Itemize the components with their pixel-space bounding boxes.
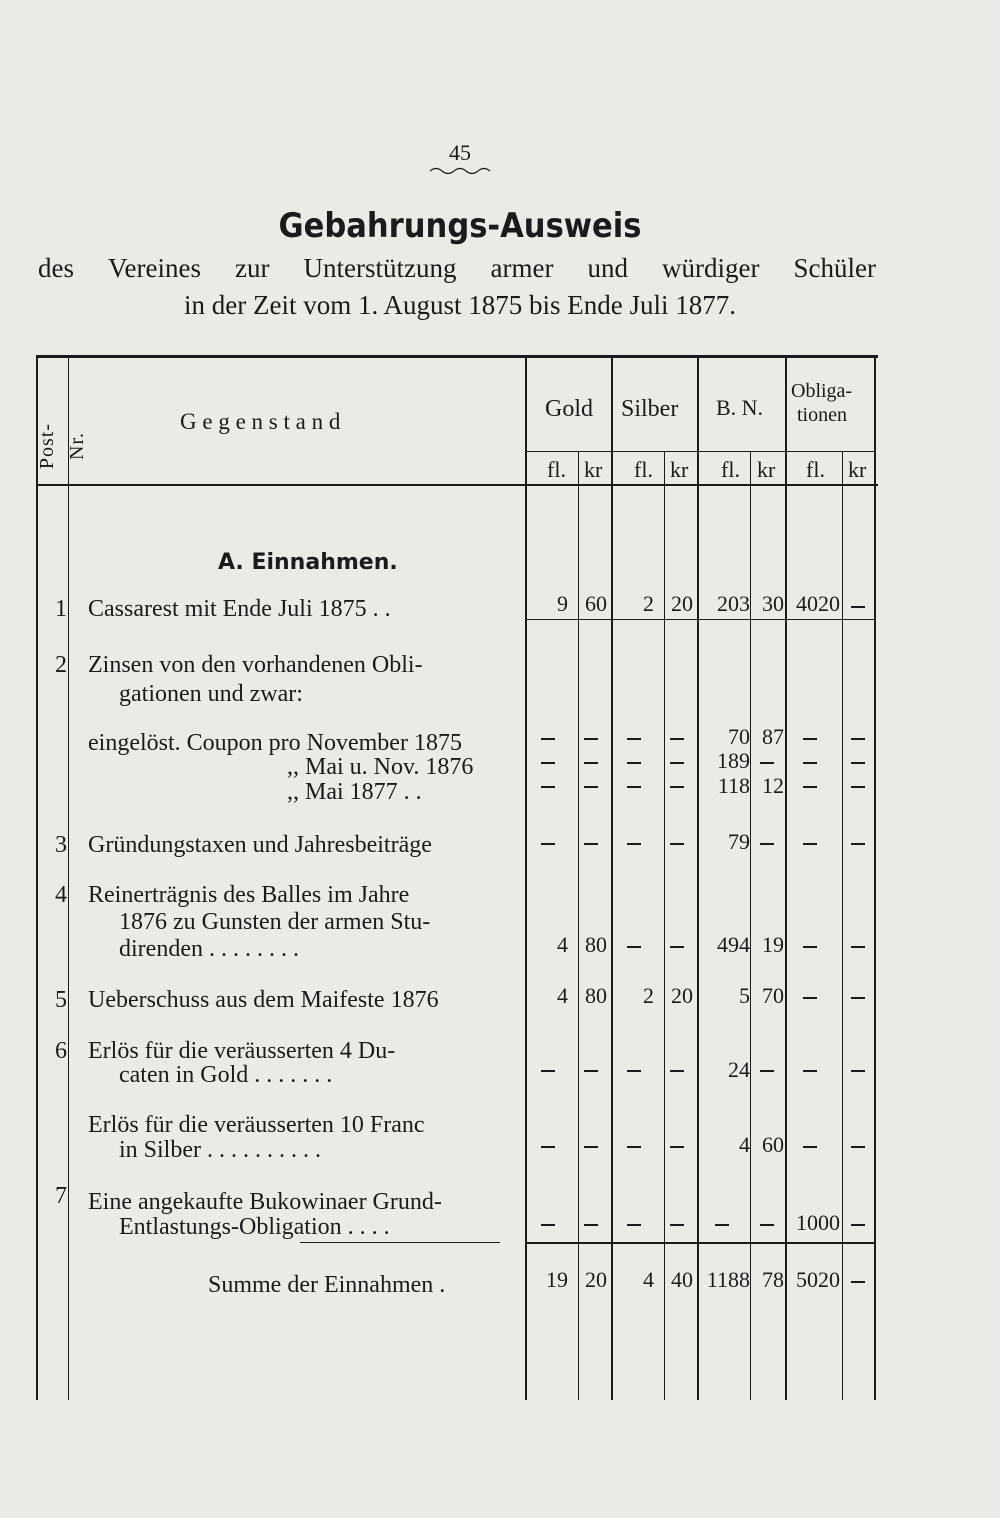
silber-rule [697,355,699,1400]
dash-mark [760,1224,774,1226]
row-text-line1: Erlös für die veräusserten 10 Franc [88,1112,425,1138]
header-bn-kr: kr [757,457,776,482]
subtitle-line-2: in der Zeit vom 1. August 1875 bis Ende Juli 1877. [184,290,736,320]
dash-mark [851,946,865,948]
obl-kr-rule [842,452,843,1400]
dash-mark [627,1070,641,1072]
header-gold: Gold [545,396,593,422]
row-text-line1: Zinsen von den vorhandenen Obli- [88,652,423,678]
gold-kr-rule [578,452,579,1400]
gold-fl-value: 4 [557,932,568,957]
bn-rule [785,355,787,1400]
dash-mark [803,997,817,999]
dash-mark [851,762,865,764]
gold-fl-value: 9 [557,591,568,616]
subtitle-word: und [587,253,628,283]
dash-mark [670,946,684,948]
row-number: 3 [55,832,67,858]
row-text-line2: in Silber . . . . . . . . . . [119,1137,321,1163]
row-text-line2: caten in Gold . . . . . . . [119,1062,333,1088]
gold-kr-value: 60 [585,591,607,616]
row-text-line2: 1876 zu Gunsten der armen Stu- [119,909,431,935]
dash-mark [627,762,641,764]
dash-mark [541,786,555,788]
dash-mark [803,1146,817,1148]
table-right-rule [874,355,876,1400]
dash-mark [627,1146,641,1148]
header-gegenstand: G e g e n s t a n d [180,409,341,434]
dash-mark [670,1224,684,1226]
dash-mark [803,738,817,740]
dash-mark [803,843,817,845]
subtitle-word: armer [490,253,554,283]
dash-mark [541,738,555,740]
bn-fl-value: 5 [739,983,750,1008]
bn-fl-value: 118 [717,773,750,798]
dash-mark [670,1070,684,1072]
bn-fl-value: 494 [717,932,750,957]
row-text-line1: Erlös für die veräusserten 4 Du- [88,1038,396,1064]
page-number: 45 [449,140,471,165]
row-number: 7 [55,1183,67,1209]
dash-mark [584,786,598,788]
dash-mark [851,786,865,788]
postnr-rule [68,355,69,1400]
gold-fl-total: 19 [546,1267,568,1292]
subtitle-word: zur [235,253,270,283]
dash-mark [760,762,774,764]
bn-kr-value: 87 [762,724,784,749]
dash-mark [627,946,641,948]
row-number: 1 [55,596,67,622]
silber-fl-value: 2 [643,591,654,616]
header-gold-fl: fl. [547,457,566,482]
dash-mark [627,1224,641,1226]
dash-mark [851,843,865,845]
bn-fl-value: 79 [728,829,750,854]
dash-mark [627,843,641,845]
dash-mark [584,762,598,764]
bn-kr-value: 12 [762,773,784,798]
row-text-line2: Entlastungs-Obligation . . . . [119,1214,390,1240]
dash-mark [584,1070,598,1072]
dash-mark [541,762,555,764]
dash-mark [851,738,865,740]
header-bn-fl: fl. [721,457,740,482]
gold-fl-value: 4 [557,983,568,1008]
bn-fl-total: 1188 [706,1267,750,1292]
row-text-line1: Reinerträgnis des Balles im Jahre [88,882,410,908]
dash-mark [760,843,774,845]
bn-kr-total: 78 [762,1267,784,1292]
row-number: 5 [55,987,67,1013]
header-obl-kr: kr [848,457,867,482]
obl-fl-total: 5020 [796,1267,840,1292]
dash-mark [584,1224,598,1226]
dash-mark [803,786,817,788]
header-bn: B. N. [716,395,764,420]
row-text-line3: direnden . . . . . . . . [119,936,299,962]
row-text: Ueberschuss aus dem Maifeste 1876 [88,987,439,1013]
dash-mark [803,1070,817,1072]
dash-mark [584,843,598,845]
row-text: ,, Mai 1877 . . [287,779,422,805]
dash-mark [670,762,684,764]
dash-mark [541,1224,555,1226]
gold-kr-total: 20 [585,1267,607,1292]
row-number: 4 [55,882,67,908]
dash-mark [803,762,817,764]
bn-fl-value: 189 [717,748,750,773]
table-top-rule [36,355,878,358]
dash-mark [670,786,684,788]
silber-kr-value: 20 [671,983,693,1008]
row-text: eingelöst. Coupon pro November 1875 [88,730,462,756]
silber-fl-value: 2 [643,983,654,1008]
dash-mark [851,606,865,608]
dash-mark [541,1070,555,1072]
row-text-line2: gationen und zwar: [119,681,303,707]
dash-mark [715,1224,729,1226]
header-bottom-rule [36,484,878,486]
obl-fl-value: 4020 [796,591,840,616]
silber-kr-total: 40 [671,1267,693,1292]
header-silber: Silber [621,396,679,422]
silber-kr-value: 20 [671,591,693,616]
silber-kr-rule [664,452,665,1400]
row-text-line1: Eine angekaufte Bukowinaer Grund- [88,1189,442,1215]
ornament-squiggle [428,166,492,176]
bn-kr-rule [750,452,751,1400]
subtitle-word: würdiger [661,253,760,283]
dash-mark [584,1146,598,1148]
silber-fl-total: 4 [643,1267,654,1292]
dash-mark [541,843,555,845]
table-left-rule [36,355,38,1400]
row-number: 2 [55,652,67,678]
dash-mark [760,1070,774,1072]
header-silber-kr: kr [670,457,689,482]
gold-kr-value: 80 [585,932,607,957]
dash-mark [670,1146,684,1148]
subtitle-line-1 [38,253,876,284]
header-obl-fl: fl. [806,457,825,482]
dash-mark [670,843,684,845]
sum-label: Summe der Einnahmen . [208,1272,446,1298]
bn-kr-value: 19 [762,932,784,957]
bn-fl-value: 203 [717,591,750,616]
dash-mark [851,1070,865,1072]
gold-rule [611,355,613,1400]
document-title: Gebahrungs-Ausweis [278,206,642,246]
subtitle-word: Schüler [793,253,876,283]
bn-fl-value: 70 [728,724,750,749]
subtitle-word: des [38,253,74,283]
row-text: Cassarest mit Ende Juli 1875 . . [88,596,391,622]
header-gold-kr: kr [584,457,603,482]
row-text: Gründungstaxen und Jahresbeiträge [88,832,432,858]
obl-fl-value: 1000 [796,1210,840,1235]
dash-mark [627,738,641,740]
sum-text-rule [300,1242,500,1243]
bn-kr-value: 70 [762,983,784,1008]
dash-mark [851,1281,865,1283]
header-oblig-line1: Obliga- [791,380,853,402]
bn-fl-value: 24 [728,1057,750,1082]
bn-kr-value: 30 [762,591,784,616]
dash-mark [803,946,817,948]
dash-mark [584,738,598,740]
row-number: 6 [55,1038,67,1064]
dash-mark [851,1146,865,1148]
gold-kr-value: 80 [585,983,607,1008]
section-heading: A. Einnahmen. [218,550,398,575]
dash-mark [670,738,684,740]
header-oblig-line2: tionen [797,404,847,426]
row-text: ,, Mai u. Nov. 1876 [287,754,474,780]
header-post-nr: Post-Nr. [36,422,88,470]
gegenstand-rule [525,355,527,1400]
dash-mark [851,1224,865,1226]
dash-mark [541,1146,555,1148]
subtitle-word: Unterstützung [303,253,457,283]
bn-kr-value: 60 [762,1132,784,1157]
dash-mark [851,997,865,999]
subtitle-word: Vereines [108,253,201,283]
bn-fl-value: 4 [739,1132,750,1157]
dash-mark [627,786,641,788]
header-silber-fl: fl. [634,457,653,482]
